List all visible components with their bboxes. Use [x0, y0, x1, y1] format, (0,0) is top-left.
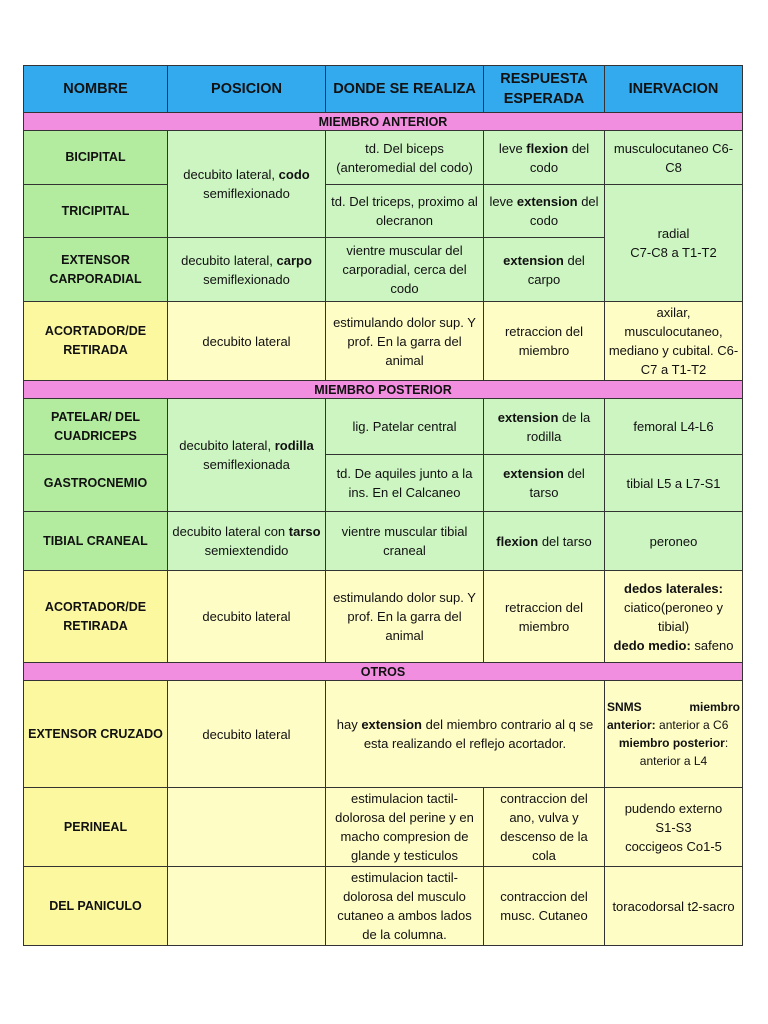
text-bold: extension — [497, 409, 559, 425]
text: ACORTADOR/DE — [44, 599, 147, 614]
reflex-name — [24, 302, 168, 381]
text: ACORTADOR/DE — [44, 324, 147, 338]
innervation-cell: tibial L5 a L7-S1 — [605, 455, 743, 512]
reflex-name — [24, 571, 168, 663]
text-bold: SNMS — [607, 700, 642, 714]
text: : — [724, 736, 729, 750]
reflex-name: EXTENSOR CRUZADO — [24, 681, 168, 788]
innervation-cell: toracodorsal t2-sacro — [605, 867, 743, 946]
location-cell: estimulacion tactil-dolorosa del perine y en macho compresion de glande y testiculos — [326, 788, 484, 867]
text: de la rodilla — [526, 409, 591, 444]
innervation-cell — [605, 788, 743, 867]
text: del miembro contrario al q se esta realizando el reflejo acortador. — [363, 717, 594, 751]
text: C7-C8 a T1-T2 — [630, 245, 717, 260]
reflex-name: TRICIPITAL — [24, 185, 168, 238]
response-cell: retraccion del miembro — [484, 571, 605, 663]
text: del codo — [529, 140, 590, 175]
text-bold: miembro — [689, 700, 740, 714]
text: anterior a C6 — [655, 718, 729, 732]
col-header-posicion: POSICION — [168, 66, 326, 113]
col-header-inervacion: INERVACION — [605, 66, 743, 113]
text-bold: extension — [516, 194, 578, 209]
innervation-cell: axilar, musculocutaneo, mediano y cubital. C6-C7 a T1-T2 — [605, 302, 743, 381]
position-cell: decubito lateral — [168, 571, 326, 663]
innervation-line — [607, 698, 740, 716]
text: EXTENSOR — [61, 252, 130, 267]
text: decubito lateral, — [179, 438, 275, 453]
position-cell: decubito lateral — [168, 681, 326, 788]
reflex-name — [24, 399, 168, 455]
text: RETIRADA — [63, 618, 128, 633]
table-row — [24, 571, 743, 663]
text-bold: codo — [278, 167, 310, 182]
location-cell: estimulacion tactil-dolorosa del musculo cutaneo a ambos lados de la columna. — [326, 867, 484, 946]
text-bold: rodilla — [274, 438, 314, 453]
section-row-posterior — [24, 381, 743, 399]
text-bold: extension — [503, 252, 564, 268]
table-row — [24, 185, 743, 238]
text-bold: extension — [361, 717, 422, 732]
position-cell — [168, 512, 326, 571]
innervation-cell — [605, 571, 743, 663]
location-cell: td. Del triceps, proximo al olecranon — [326, 185, 484, 238]
text: decubito lateral, — [181, 252, 277, 268]
response-cell — [484, 455, 605, 512]
table-row — [24, 131, 743, 185]
response-cell: contraccion del ano, vulva y descenso de la cola — [484, 788, 605, 867]
text: semiflexionado — [203, 186, 290, 201]
location-cell: td. De aquiles junto a la ins. En el Calcaneo — [326, 455, 484, 512]
text: semiflexionado — [203, 271, 290, 287]
text-bold: miembro posterior — [618, 736, 725, 750]
text-bold: tarso — [288, 524, 321, 539]
header-row — [24, 66, 743, 113]
text: pudendo externo — [624, 800, 723, 816]
section-title: MIEMBRO POSTERIOR — [24, 381, 743, 399]
innervation-line — [607, 734, 740, 752]
section-title: MIEMBRO ANTERIOR — [24, 113, 743, 131]
table-row — [24, 302, 743, 381]
text: decubito lateral, — [183, 167, 279, 182]
text: semiflexionada — [203, 457, 290, 472]
text: PATELAR/ DEL — [50, 409, 141, 424]
section-row-otros — [24, 663, 743, 681]
location-cell: estimulando dolor sup. Y prof. En la garra del animal — [326, 571, 484, 663]
response-cell — [484, 512, 605, 571]
response-cell — [484, 238, 605, 302]
innervation-cell: femoral L4-L6 — [605, 399, 743, 455]
text: S1-S3 — [655, 819, 692, 835]
text: CARPORADIAL — [49, 271, 142, 286]
reflex-name: DEL PANICULO — [24, 867, 168, 946]
response-cell — [484, 185, 605, 238]
location-cell: lig. Patelar central — [326, 399, 484, 455]
response-cell — [484, 131, 605, 185]
text-bold: dedo medio: — [613, 637, 691, 653]
table-row — [24, 788, 743, 867]
response-cell: retraccion del miembro — [484, 302, 605, 381]
text-bold: dedos laterales: — [624, 580, 723, 596]
location-cell: estimulando dolor sup. Y prof. En la garra del animal — [326, 302, 484, 381]
innervation-line — [607, 716, 740, 734]
col-header-donde: DONDE SE REALIZA — [326, 66, 484, 113]
innervation-line — [607, 752, 740, 770]
position-cell — [168, 238, 326, 302]
text: del tarso — [529, 466, 585, 500]
position-cell — [168, 131, 326, 238]
location-cell: td. Del biceps (anteromedial del codo) — [326, 131, 484, 185]
response-cell: contraccion del musc. Cutaneo — [484, 867, 605, 946]
text: leve — [489, 194, 517, 209]
reflex-name: BICIPITAL — [24, 131, 168, 185]
text: RETIRADA — [63, 343, 128, 357]
text: safeno — [690, 637, 734, 653]
text: del carpo — [527, 252, 585, 287]
section-row-anterior — [24, 113, 743, 131]
innervation-cell — [605, 185, 743, 302]
location-cell: vientre muscular tibial craneal — [326, 512, 484, 571]
table-row — [24, 512, 743, 571]
innervation-cell — [605, 681, 743, 788]
text: decubito lateral con — [172, 524, 289, 539]
position-cell — [168, 788, 326, 867]
text: del tarso — [538, 533, 592, 549]
position-cell — [168, 867, 326, 946]
text: anterior a L4 — [639, 754, 708, 768]
table-row — [24, 867, 743, 946]
text: coccigeos Co1-5 — [625, 838, 722, 854]
text: del codo — [529, 194, 599, 228]
col-header-nombre: NOMBRE — [24, 66, 168, 113]
text: ciatico(peroneo y tibial) — [624, 599, 723, 634]
text-bold: flexion — [496, 533, 539, 549]
position-cell: decubito lateral — [168, 302, 326, 381]
location-cell: vientre muscular del carporadial, cerca del codo — [326, 238, 484, 302]
response-cell — [484, 399, 605, 455]
text-bold: extension — [503, 466, 564, 481]
text: radial — [657, 226, 690, 241]
col-header-respuesta: RESPUESTA ESPERADA — [484, 66, 605, 113]
text-bold: anterior: — [607, 718, 656, 732]
location-cell — [326, 681, 605, 788]
text-bold: flexion — [526, 140, 569, 156]
text: leve — [498, 140, 527, 156]
reflex-name: TIBIAL CRANEAL — [24, 512, 168, 571]
reflex-name: PERINEAL — [24, 788, 168, 867]
text: semiextendido — [204, 543, 289, 558]
innervation-cell: musculocutaneo C6-C8 — [605, 131, 743, 185]
position-cell — [168, 399, 326, 512]
text: hay — [336, 717, 362, 732]
table-row — [24, 399, 743, 455]
section-title: OTROS — [24, 663, 743, 681]
reflex-name — [24, 238, 168, 302]
table-row — [24, 681, 743, 788]
table-row — [24, 455, 743, 512]
text-bold: carpo — [276, 252, 312, 268]
innervation-cell: peroneo — [605, 512, 743, 571]
text: CUADRICEPS — [54, 428, 137, 443]
reflex-name: GASTROCNEMIO — [24, 455, 168, 512]
reflex-table — [23, 65, 743, 946]
